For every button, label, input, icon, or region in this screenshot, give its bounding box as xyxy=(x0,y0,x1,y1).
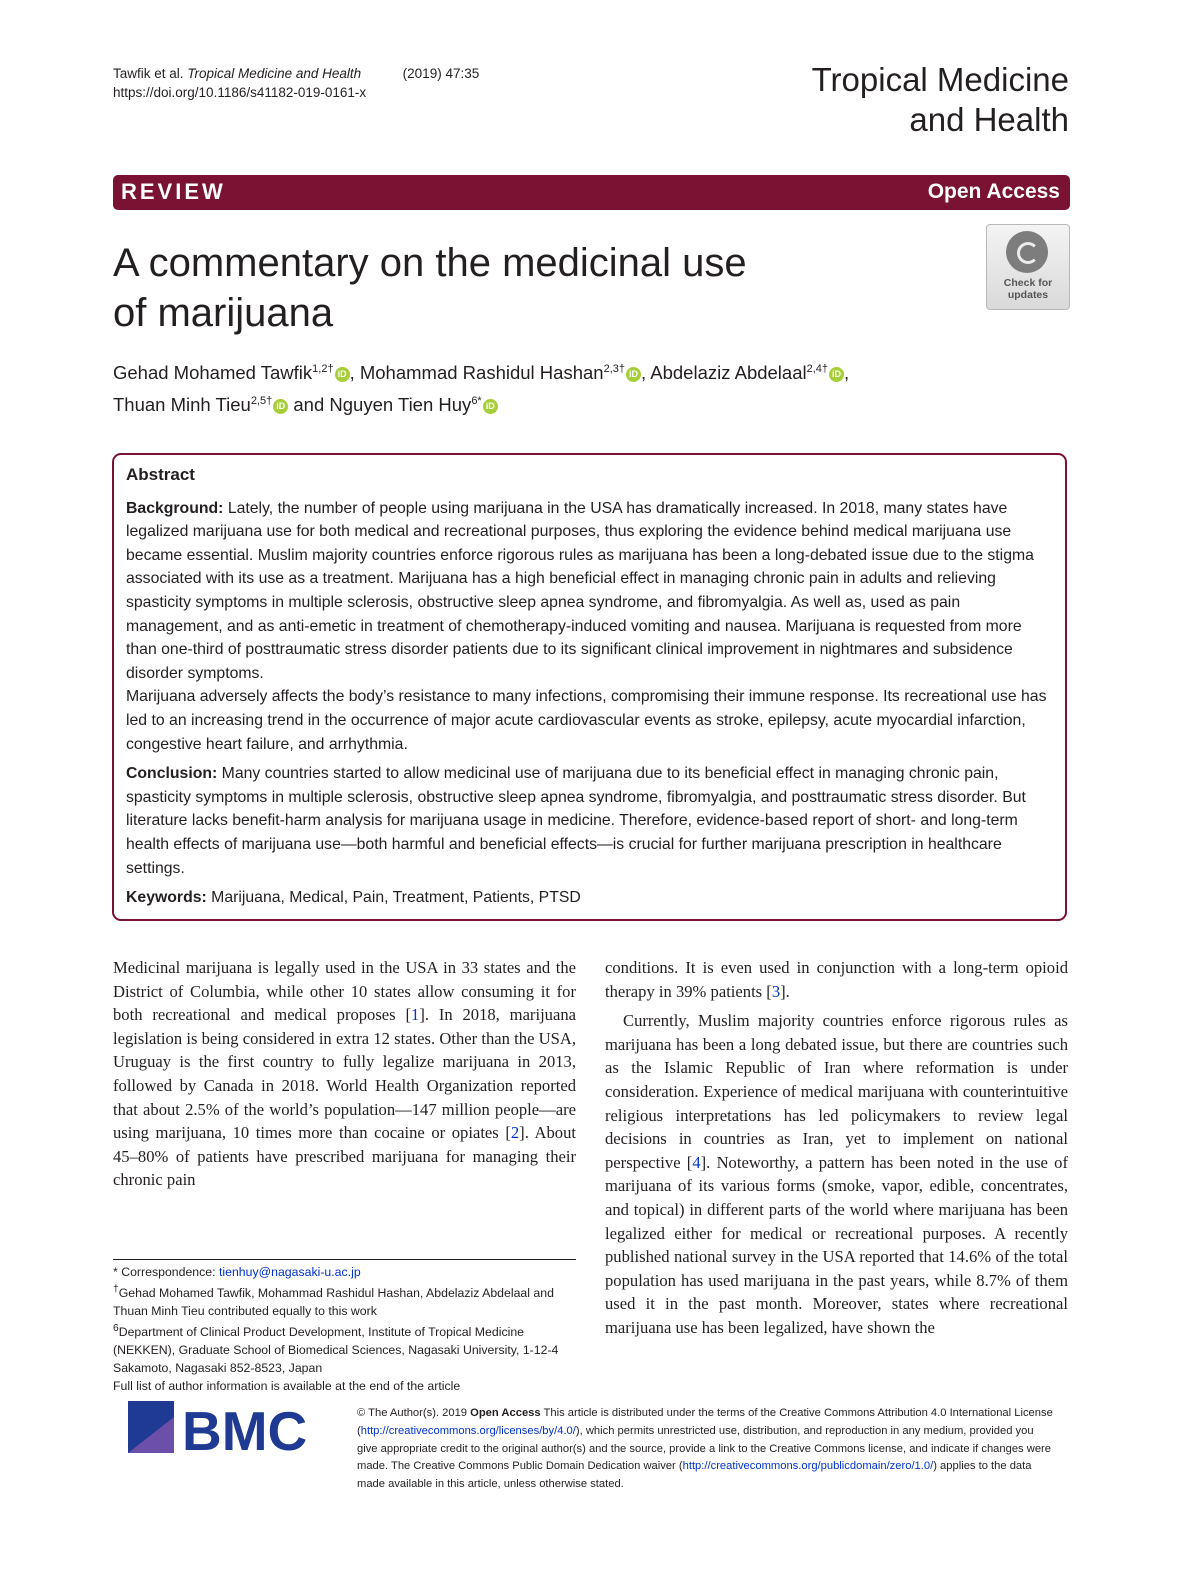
body-text: ]. In 2018, marijuana legislation is being considered in extra 12 states. Other than the USA, Uruguay is the first country to fully legalize marijuana in 2013, followed by Canada in 2018. World Health Organization reported that about 2.5% of the world’s population—147 million people—are using marijuana, 10 times more than cocaine or opiates [ xyxy=(113,1005,577,1143)
keywords-label: Keywords: xyxy=(126,889,207,907)
footnote-marker: 6 xyxy=(113,1323,119,1335)
title-line2: of marijuana xyxy=(113,291,334,335)
orcid-icon[interactable]: iD xyxy=(335,367,350,382)
badge-line2: updates xyxy=(1007,289,1049,301)
body-text: ]. xyxy=(780,981,790,1001)
article-type-banner xyxy=(113,175,1070,210)
abstract-conclusion xyxy=(126,762,1053,880)
equal-contribution xyxy=(113,1281,583,1320)
body-text: ]. About 45–80% of patients have prescribed marijuana for managing their chronic pain xyxy=(113,1123,576,1190)
conclusion-label: Conclusion: xyxy=(126,765,218,783)
author-name[interactable]: Abdelaziz Abdelaal xyxy=(650,362,807,384)
author-affiliation: 2,3† xyxy=(603,363,625,375)
author-separator: , xyxy=(349,362,360,384)
body-paragraph xyxy=(605,1009,1068,1339)
citation-authors: Tawfik et al. xyxy=(113,66,184,81)
background-text: Lately, the number of people using marijuana in the USA has dramatically increased. In 2018, many states have legalized marijuana use for both medical and recreational purposes, thus exploring the evidence behind medical marijuana use became essential. Muslim majority countries enforce rigorous rules as marijuana has been a long-debated issue due to the stigma associated with its use as a treatment. Marijuana has a high beneficial effect in managing chronic pain in adults and relieving spasticity symptoms in multiple sclerosis, obstructive sleep apnea syndrome, and fibromyalgia. As well as, used as pain management, and as anti-emetic in treatment of chemotherapy-induced vomiting and nausea. Marijuana is requested from more than one-third of posttraumatic stress disorder patients due to its significant clinical improvement in nightmares and subsidence disorder symptoms. xyxy=(126,499,1034,682)
conclusion-text: Many countries started to allow medicinal use of marijuana due to its beneficial effect in managing chronic pain, spasticity symptoms in multiple sclerosis, obstructive sleep apnea syndrome, fibromyalgia, and posttraumatic stress disorder. But literature lacks benefit-harm analysis for marijuana usage in medicine. Therefore, evidence-based report of short- and long-term health effects of marijuana use—both harmful and beneficial effects—is crucial for further marijuana prescription in healthcare settings. xyxy=(126,765,1026,877)
body-text: conditions. It is even used in conjunction with a long-term opioid therapy in 39% patients [ xyxy=(605,958,1068,1001)
body-paragraph xyxy=(605,956,1068,1003)
bmc-logo-text: BMC xyxy=(182,1401,308,1461)
abstract-box xyxy=(112,453,1067,921)
journal-name-line1: Tropical Medicine xyxy=(811,61,1069,98)
body-right-column xyxy=(605,956,1068,1340)
affiliation-text: Department of Clinical Product Development, Institute of Tropical Medicine (NEKKEN), Graduate School of Biomedical Sciences, Nagasaki University, 1-12-4 Sakamoto, Nagasaki 852-8523, Japan xyxy=(113,1325,559,1376)
crossmark-icon xyxy=(1006,231,1048,273)
author-affiliation: 1,2† xyxy=(312,363,334,375)
author-name[interactable]: Nguyen Tien Huy xyxy=(329,394,472,416)
license-text: ), which permits unrestricted use, distribution, and reproduction in any medium, provided you give appropriate credit to the original author(s) and the source, provide a link to the Creative Commons license, and indicate if changes were made. The Creative Commons Public Domain Dedication waiver ( xyxy=(357,1424,1052,1473)
license-text: ) applies to the data made available in this article, unless otherwise stated. xyxy=(357,1460,1032,1491)
abstract-background xyxy=(126,497,1053,686)
citation-journal: Tropical Medicine and Health xyxy=(187,66,362,81)
keywords-text: Marijuana, Medical, Pain, Treatment, Patients, PTSD xyxy=(211,889,581,907)
license-text: This article is distributed under the terms of the Creative Commons Attribution 4.0 International License ( xyxy=(357,1407,1053,1437)
badge-line1: Check for xyxy=(1003,277,1053,289)
cc0-link[interactable]: http://creativecommons.org/publicdomain/zero/1.0/ xyxy=(682,1460,934,1473)
title-line1: A commentary on the medicinal use xyxy=(113,241,747,285)
author-separator: and xyxy=(288,394,330,416)
author-affiliation: 2,4† xyxy=(806,363,829,375)
bmc-logo[interactable] xyxy=(128,1401,333,1461)
orcid-icon[interactable]: iD xyxy=(273,399,288,414)
doi-link[interactable]: https://doi.org/10.1186/s41182-019-0161-x xyxy=(113,85,367,100)
correspondence xyxy=(113,1263,583,1281)
abstract-keywords xyxy=(126,886,1053,910)
article-type-label: REVIEW xyxy=(121,179,226,204)
body-left-column xyxy=(113,956,576,1192)
author-name[interactable]: Gehad Mohamed Tawfik xyxy=(113,362,313,384)
journal-name-line2: and Health xyxy=(909,101,1069,138)
abstract-heading: Abstract xyxy=(126,465,195,484)
orcid-icon[interactable]: iD xyxy=(483,399,498,414)
citation-issue: (2019) 47:35 xyxy=(402,66,480,81)
abstract-background-continued: Marijuana adversely affects the body’s resistance to many infections, compromising their immune response. Its recreational use has led to an increasing trend in the occurrence of major acute cardiovascular events as stroke, epilepsy, acute myocardial infarction, congestive heart failure, and arrhythmia. xyxy=(126,688,1047,753)
article-citation-header xyxy=(113,64,479,102)
reference-link[interactable]: 1 xyxy=(411,1005,420,1025)
check-for-updates-badge[interactable] xyxy=(986,224,1070,310)
body-text: Medicinal marijuana is legally used in the USA in 33 states and the District of Columbia, while other 10 states allow consuming it for both recreational and medical proposes [ xyxy=(113,958,576,1025)
footnotes xyxy=(113,1263,583,1395)
author-affiliation: 6* xyxy=(471,395,482,408)
license-statement xyxy=(357,1405,1057,1494)
open-access-label: Open Access xyxy=(927,180,1060,203)
author-separator: , xyxy=(641,362,651,384)
author-name[interactable]: Mohammad Rashidul Hashan xyxy=(359,362,604,384)
license-link[interactable]: http://creativecommons.org/licenses/by/4.0/ xyxy=(360,1424,576,1437)
reference-link[interactable]: 3 xyxy=(771,981,781,1001)
orcid-icon[interactable]: iD xyxy=(829,367,844,382)
body-text: Currently, Muslim majority countries enforce rigorous rules as marijuana has been a long debated issue, but there are countries such as the Islamic Republic of Iran where reformation is under consideration. Experience of medical marijuana with counterintuitive religious interpretations has led policymakers to review legal decisions in countries as Iran, yet to implement on national perspective [ xyxy=(605,1011,1068,1172)
author-separator: , xyxy=(844,362,850,384)
reference-link[interactable]: 2 xyxy=(510,1123,520,1143)
author-name[interactable]: Thuan Minh Tieu xyxy=(113,394,251,416)
article-title xyxy=(113,238,893,338)
footnote-divider xyxy=(113,1259,576,1260)
body-paragraph xyxy=(113,956,576,1192)
author-affiliation: 2,5† xyxy=(250,395,273,408)
badge-text xyxy=(987,277,1069,301)
author-list xyxy=(113,355,1013,419)
journal-name xyxy=(739,60,1069,140)
author-info-note: Full list of author information is available at the end of the article xyxy=(113,1379,461,1394)
correspondence-email[interactable]: tienhuy@nagasaki-u.ac.jp xyxy=(218,1265,361,1279)
body-text: ]. Noteworthy, a pattern has been noted in the use of marijuana of its various forms (smoke, vapor, edible, concentrates, and topical) in different parts of the world where marijuana has been legalized either for medical or recreational purposes. A recently published national survey in the USA reported that 14.6% of the total population has used marijuana in the past years, while 8.7% of them used it in the past month. Moreover, states where recreational marijuana use has been legalized, have shown the xyxy=(605,1152,1068,1337)
background-label: Background: xyxy=(126,499,224,517)
open-access-label: Open Access xyxy=(470,1407,541,1419)
equal-contribution-text: Gehad Mohamed Tawfik, Mohammad Rashidul Hashan, Abdelaziz Abdelaal and Thuan Minh Tieu contributed equally to this work xyxy=(113,1286,554,1319)
orcid-icon[interactable]: iD xyxy=(626,367,641,382)
copyright-text: © The Author(s). 2019 xyxy=(357,1407,468,1419)
reference-link[interactable]: 4 xyxy=(692,1152,701,1172)
affiliation xyxy=(113,1320,583,1377)
footnote-marker: † xyxy=(113,1284,119,1295)
correspondence-label: * Correspondence: xyxy=(113,1265,216,1279)
